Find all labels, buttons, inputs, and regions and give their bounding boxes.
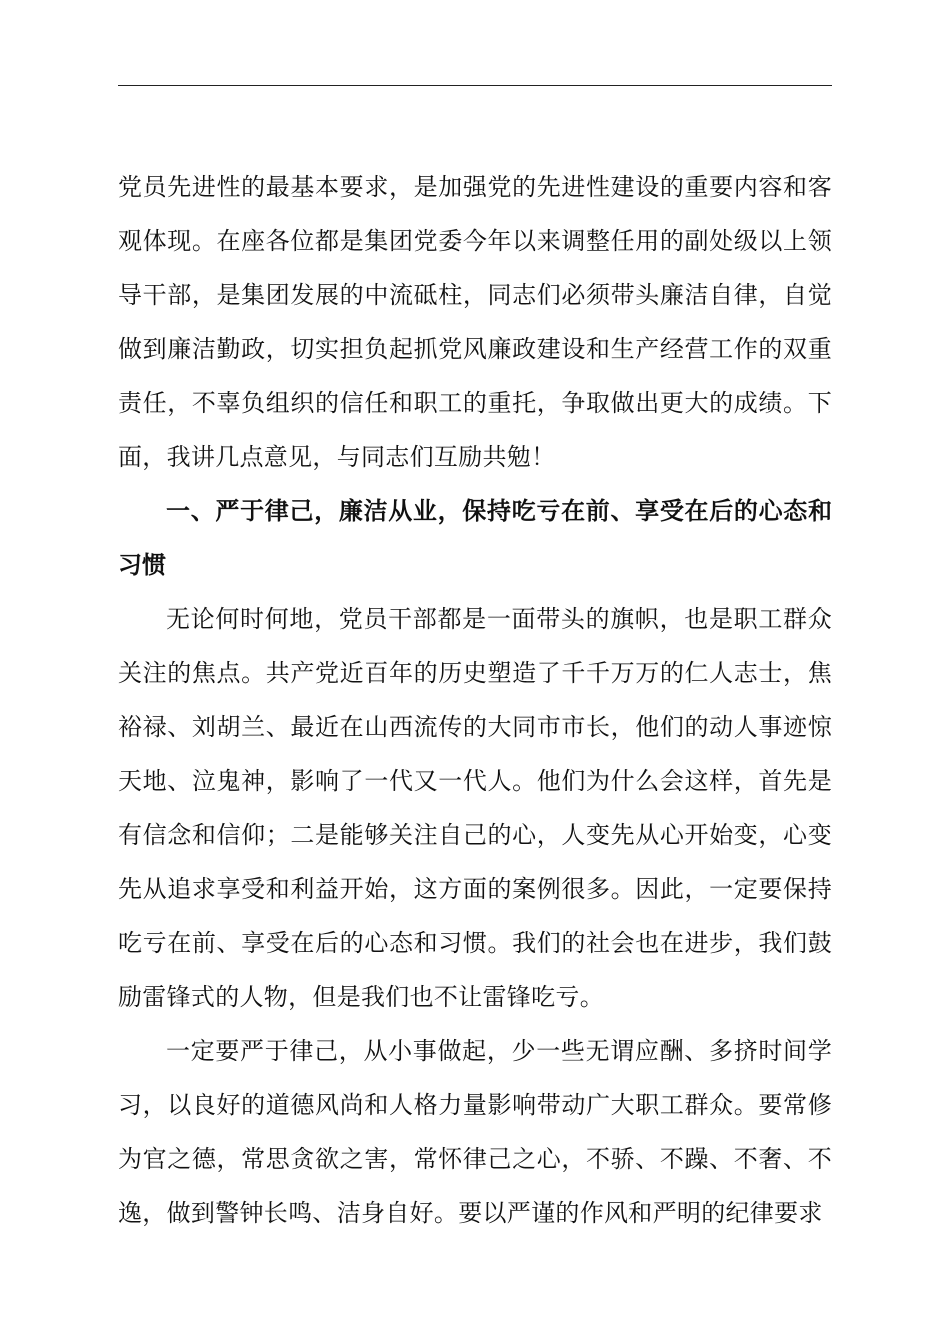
paragraph-section1-2: 一定要严于律己，从小事做起，少一些无谓应酬、多挤时间学习，以良好的道德风尚和人格力量影响带动广大职工群众。要常修为官之德，常思贪欲之害，常怀律己之心，不骄、不躁、不奢、不逸，做到警钟长鸣、洁身自好。要以严谨的作风和严明的纪律要求 [118, 1037, 832, 1227]
paragraph-section1-1: 无论何时何地，党员干部都是一面带头的旗帜，也是职工群众关注的焦点。共产党近百年的历史塑造了千千万万的仁人志士，焦裕禄、刘胡兰、最近在山西流传的大同市市长，他们的动人事迹惊天地、泣鬼神，影响了一代又一代人。他们为什么会这样，首先是有信念和信仰；二是能够关注自己的心，人变先从心开始变，心变先从追求享受和利益开始，这方面的案例很多。因此，一定要保持吃亏在前、享受在后的心态和习惯。我们的社会也在进步，我们鼓励雷锋式的人物，但是我们也不让雷锋吃亏。 [118, 605, 832, 1011]
paragraph-intro: 党员先进性的最基本要求，是加强党的先进性建设的重要内容和客观体现。在座各位都是集团党委今年以来调整任用的副处级以上领导干部，是集团发展的中流砥柱，同志们必须带头廉洁自律，自觉做到廉洁勤政，切实担负起抓党风廉政建设和生产经营工作的双重责任，不辜负组织的信任和职工的重托，争取做出更大的成绩。下面，我讲几点意见，与同志们互励共勉！ [118, 173, 832, 471]
document-body [118, 160, 832, 1240]
header-rule [118, 85, 832, 86]
section-heading-1: 一、严于律己，廉洁从业，保持吃亏在前、享受在后的心态和习惯 [118, 497, 832, 579]
